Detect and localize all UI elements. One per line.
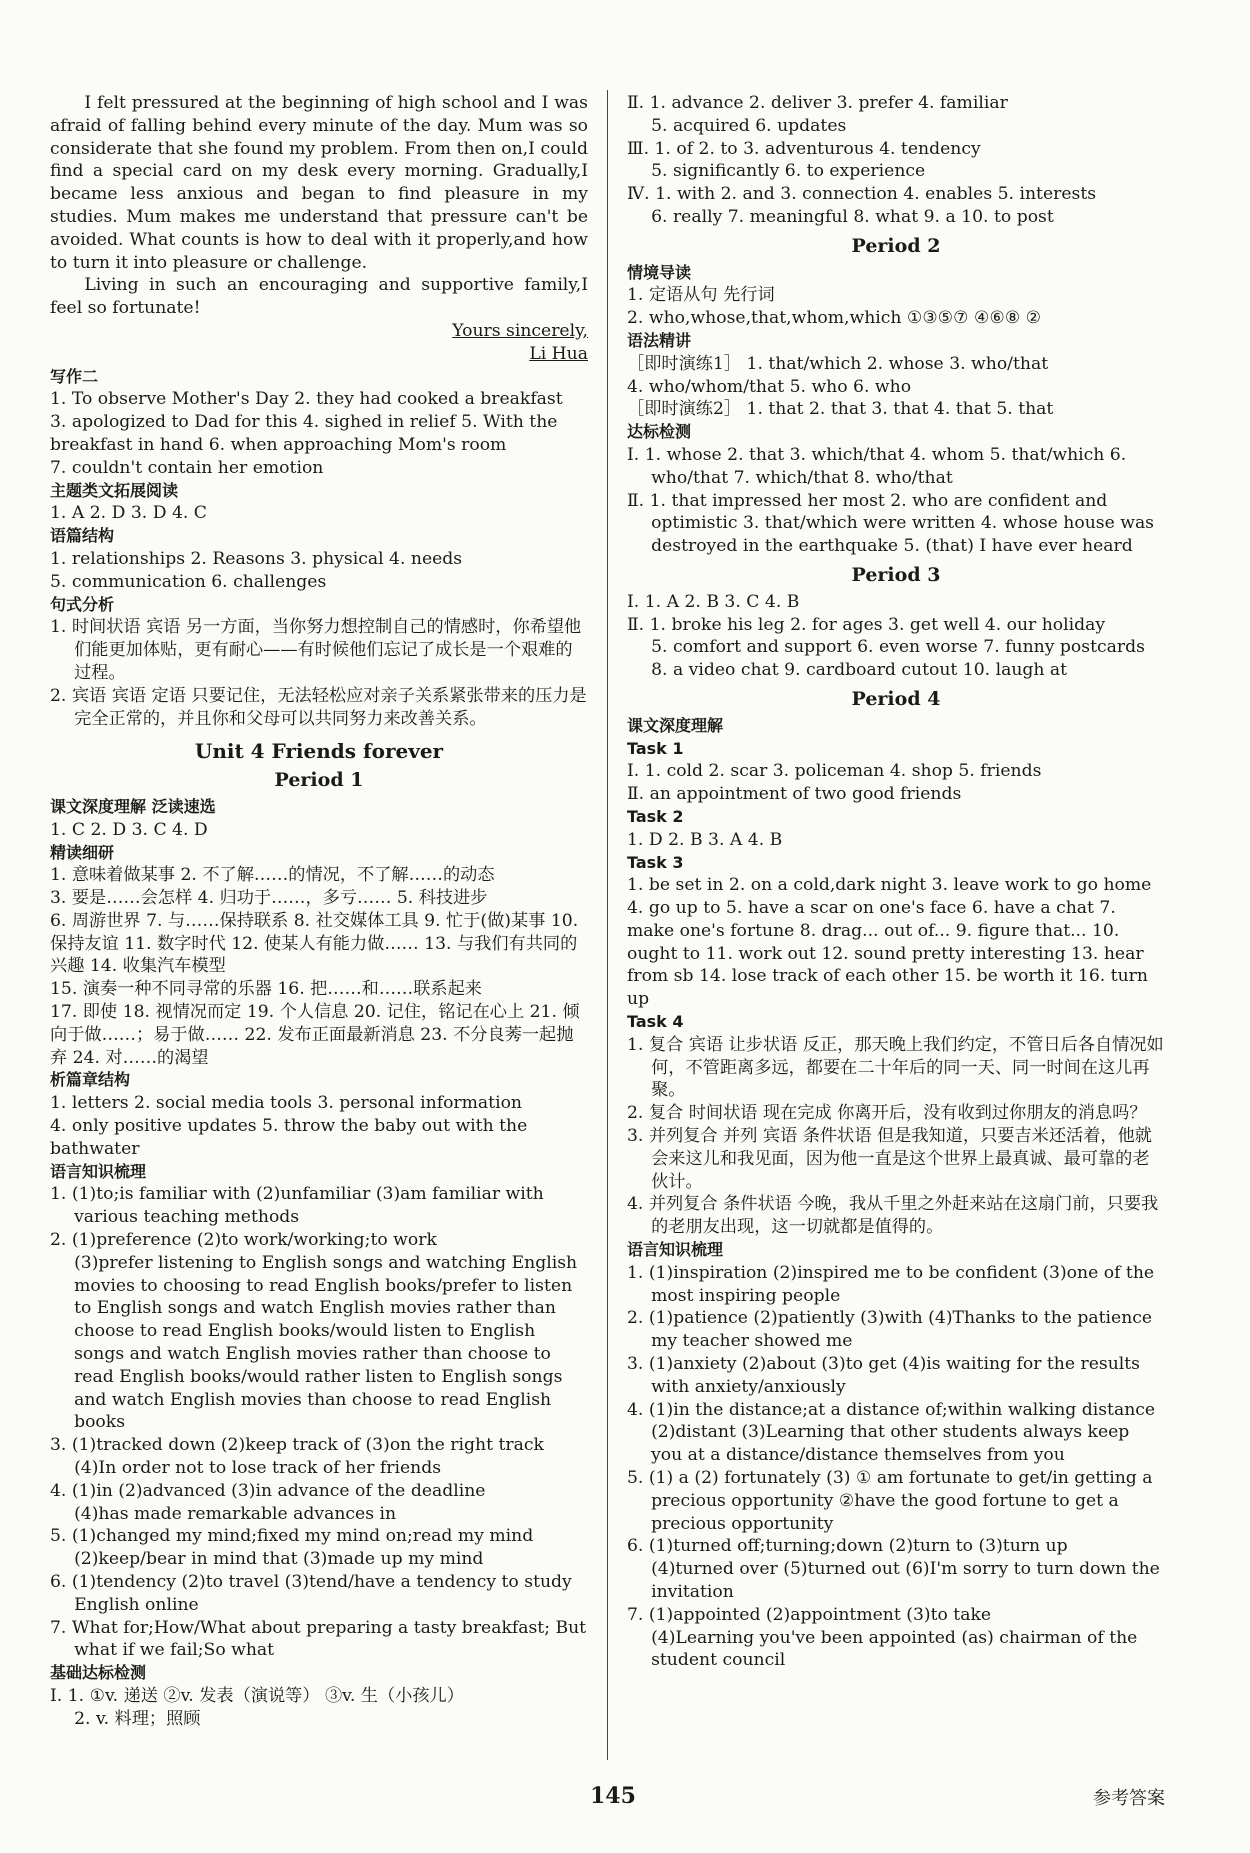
p3-line: 8. a video chat 9. cardboard cutout 10. laugh at: [651, 660, 1068, 681]
p4-section1-heading: 课文深度理解: [627, 715, 724, 735]
task4-item: 4. 并列复合 条件状语 今晚，我从千里之外赶来站在这扇门前，只要我的老朋友出现，这一切就都是值得的。: [627, 1194, 1159, 1238]
p1-section4-item: (4)has made remarkable advances in: [74, 1503, 397, 1524]
theme-heading: 主题类文拓展阅读: [50, 480, 179, 500]
p1-section5-heading: 基础达标检测: [50, 1663, 147, 1683]
top-line: 5. significantly 6. to experience: [651, 161, 926, 182]
structure-heading: 语篇结构: [50, 526, 115, 546]
p3-line: Ⅱ. 1. broke his leg 2. for ages 3. get well 4. our holiday: [627, 614, 1106, 635]
top-line: Ⅳ. 1. with 2. and 3. connection 4. enables 5. interests: [627, 184, 1097, 205]
top-line: Ⅲ. 1. of 2. to 3. adventurous 4. tendency: [627, 138, 981, 159]
letter-paragraph-2: Living in such an encouraging and supportive family,I feel so fortunate!: [50, 275, 588, 319]
p2-section1-line: 2. who,whose,that,whom,which ①③⑤⑦ ④⑥⑧ ②: [627, 308, 1042, 329]
task3-heading: Task 3: [627, 852, 684, 872]
sentence-item: 1. 时间状语 宾语 另一方面，当你努力想控制自己的情感时，你希望他们能更加体贴，更有耐心——有时候他们忘记了成长是一个艰难的过程。: [50, 617, 582, 683]
left-column: [50, 92, 588, 1731]
p2-section2-heading: 语法精讲: [627, 330, 692, 350]
unit-title: Unit 4 Friends forever: [194, 739, 444, 764]
p1-section2-line: 17. 即使 18. 视情况而定 19. 个人信息 20. 记住，铭记在心上 21. 倾向于做……；易于做…… 22. 发布正面最新消息 23. 不分良莠一起抛弃 24. 对……的渴望: [50, 1002, 580, 1068]
p4-section2-item: 5. (1) a (2) fortunately (3) ① am fortunate to get/in getting a precious opportunity ②have the good fortune to get a precious opportunity: [627, 1468, 1153, 1534]
writing2-heading: 写作二: [50, 366, 99, 386]
p1-section4-item: (3)prefer listening to English songs and watching English movies to choosing to read English books/prefer to listen to English songs and watch English movies rather than choose to read English books/would listen to English songs and watch English movies rather than choose to read English books/would rather listen to English songs and watch English movies than choose to read English books: [74, 1252, 578, 1433]
period1-title: Period 1: [274, 769, 364, 792]
p4-section2-item: 1. (1)inspiration (2)inspired me to be confident (3)one of the most inspiring people: [627, 1262, 1155, 1306]
p3-line: Ⅰ. 1. A 2. B 3. C 4. B: [627, 591, 800, 612]
page-number: 145: [590, 1783, 636, 1809]
p3-line: 5. comfort and support 6. even worse 7. funny postcards: [651, 637, 1145, 658]
theme-answers: 1. A 2. D 3. D 4. C: [50, 503, 207, 524]
letter-signature: Li Hua: [529, 343, 588, 364]
p2-section3-item: Ⅱ. 1. that impressed her most 2. who are confident and optimistic 3. that/which were written 4. whose house was destroyed in the earthquake 5. (that) I have ever heard: [627, 490, 1155, 557]
p1-section4-item: 3. (1)tracked down (2)keep track of (3)on the right track (4)In order not to lose track of her friends: [50, 1435, 544, 1479]
p1-section5-line: Ⅰ. 1. ①v. 递送 ②v. 发表（演说等） ③v. 生（小孩儿）: [50, 1685, 464, 1706]
p2-section2-line: ［即时演练1］ 1. that/which 2. whose 3. who/that: [627, 353, 1049, 374]
p1-section4-item: 1. (1)to;is familiar with (2)unfamiliar (3)am familiar with various teaching methods: [50, 1184, 544, 1228]
p4-section2-heading: 语言知识梳理: [627, 1240, 724, 1260]
structure-line: 5. communication 6. challenges: [50, 571, 327, 592]
p4-section2-item: 7. (1)appointed (2)appointment (3)to take: [627, 1604, 992, 1625]
p4-section2-item: (2)distant (3)Learning that other students always keep you at a distance/distance themselves from you: [651, 1422, 1130, 1466]
p4-section2-item: 2. (1)patience (2)patiently (3)with (4)Thanks to the patience my teacher showed me: [627, 1308, 1153, 1352]
task1-heading: Task 1: [627, 738, 684, 758]
task2-answers: 1. D 2. B 3. A 4. B: [627, 829, 783, 850]
p2-section1-heading: 情境导读: [627, 262, 692, 282]
p1-section2-line: 1. 意味着做某事 2. 不了解……的情况，不了解……的动态: [50, 865, 495, 886]
p4-section2-item: 4. (1)in the distance;at a distance of;within walking distance: [627, 1399, 1156, 1420]
p1-section1-answers: 1. C 2. D 3. C 4. D: [50, 819, 208, 840]
task4-item: 2. 复合 时间状语 现在完成 你离开后，没有收到过你朋友的消息吗？: [627, 1103, 1147, 1124]
task4-item: 3. 并列复合 并列 宾语 条件状语 但是我知道，只要吉米还活着，他就会来这儿和我见面，因为他一直是这个世界上最真诚、最可靠的老伙计。: [627, 1126, 1152, 1192]
column-divider: [607, 90, 608, 1760]
p1-section4-item: 2. (1)preference (2)to work/working;to work: [50, 1230, 437, 1251]
p1-section4-item: 7. What for;How/What about preparing a tasty breakfast; But what if we fail;So what: [50, 1617, 587, 1661]
p1-section5-line: 2. v. 料理；照顾: [74, 1708, 201, 1729]
p4-section2-item: (4)turned over (5)turned out (6)I'm sorry to turn down the invitation: [651, 1559, 1160, 1602]
p1-section2-line: 15. 演奏一种不同寻常的乐器 16. 把……和……联系起来: [50, 979, 482, 1000]
writing2-line: 1. To observe Mother's Day 2. they had cooked a breakfast: [50, 389, 563, 410]
letter-closing: Yours sincerely,: [452, 320, 588, 341]
p1-section1-heading: 课文深度理解 泛读速选: [50, 796, 216, 816]
p1-section3-line: 1. letters 2. social media tools 3. personal information: [50, 1093, 522, 1114]
p1-section2-line: 6. 周游世界 7. 与……保持联系 8. 社交媒体工具 9. 忙于(做)某事 10. 保持友谊 11. 数字时代 12. 使某人有能力做…… 13. 与我们有共同的兴趣 14. 收集汽车模型: [50, 910, 579, 977]
task3-text: 1. be set in 2. on a cold,dark night 3. leave work to go home 4. go up to 5. have a scar on one's face 6. have a chat 7. make one's fortune 8. drag... out of... 9. figure that... 10. ought to 11. work out 12. sound pretty interesting 13. hear from sb 14. lose track of each other 15. be worth it 16. turn up: [627, 875, 1152, 1010]
p1-section4-item: (2)keep/bear in mind that (3)made up my mind: [74, 1549, 484, 1570]
p1-section4-heading: 语言知识梳理: [50, 1161, 147, 1181]
p2-section1-line: 1. 定语从句 先行词: [627, 285, 775, 306]
p1-section3-heading: 析篇章结构: [50, 1070, 131, 1090]
p2-section2-line: ［即时演练2］ 1. that 2. that 3. that 4. that 5. that: [627, 399, 1054, 420]
p1-section2-line: 3. 要是……会怎样 4. 归功于……，多亏…… 5. 科技进步: [50, 888, 488, 909]
task1-line: Ⅱ. an appointment of two good friends: [627, 784, 962, 805]
p2-section3-heading: 达标检测: [627, 422, 692, 442]
period4-title: Period 4: [851, 687, 941, 710]
sentence-heading: 句式分析: [50, 594, 115, 614]
top-line: 6. really 7. meaningful 8. what 9. a 10. to post: [651, 206, 1054, 227]
period3-title: Period 3: [851, 563, 941, 586]
p1-section3-line: 4. only positive updates 5. throw the baby out with the bathwater: [50, 1116, 528, 1159]
writing2-line: 7. couldn't contain her emotion: [50, 457, 324, 478]
p4-section2-item: (4)Learning you've been appointed (as) chairman of the student council: [651, 1627, 1138, 1671]
task4-heading: Task 4: [627, 1012, 684, 1032]
letter-paragraph-1: I felt pressured at the beginning of high school and I was afraid of falling behind every minute of the day. Mum was so considerate that she found my problem. From then on,I could find a special card on my desk every morning. Gradually,I became less anxious and began to find pleasure in my studies. Mum makes me understand that pressure can't be avoided. What counts is how to deal with it properly,and how to turn it into pleasure or challenge.: [50, 93, 588, 273]
p1-section2-heading: 精读细研: [50, 842, 115, 862]
task4-item: 1. 复合 宾语 让步状语 反正，那天晚上我们约定，不管日后各自情况如何，不管距离多远，都要在二十年后的同一天、同一时间在这儿再聚。: [627, 1034, 1164, 1101]
p2-section2-line: 4. who/whom/that 5. who 6. who: [627, 376, 912, 397]
structure-line: 1. relationships 2. Reasons 3. physical 4. needs: [50, 548, 463, 569]
top-line: Ⅱ. 1. advance 2. deliver 3. prefer 4. familiar: [627, 93, 1008, 113]
p1-section4-item: 6. (1)tendency (2)to travel (3)tend/have a tendency to study English online: [50, 1572, 572, 1615]
period2-title: Period 2: [851, 234, 941, 257]
p4-section2-item: 3. (1)anxiety (2)about (3)to get (4)is waiting for the results with anxiety/anxiously: [627, 1354, 1140, 1397]
p2-section3-item: Ⅰ. 1. whose 2. that 3. which/that 4. whom 5. that/which 6. who/that 7. which/that 8. who/that: [627, 444, 1127, 488]
p1-section4-item: 4. (1)in (2)advanced (3)in advance of the deadline: [50, 1480, 486, 1501]
top-line: 5. acquired 6. updates: [651, 115, 847, 136]
p4-section2-item: 6. (1)turned off;turning;down (2)turn to (3)turn up: [627, 1536, 1068, 1557]
task2-heading: Task 2: [627, 806, 684, 826]
footer-label: 参考答案: [1093, 1788, 1165, 1809]
sentence-item: 2. 宾语 宾语 定语 只要记住，无法轻松应对亲子关系紧张带来的压力是完全正常的，并且你和父母可以共同努力来改善关系。: [50, 685, 587, 729]
task1-line: Ⅰ. 1. cold 2. scar 3. policeman 4. shop 5. friends: [627, 761, 1042, 782]
writing2-line: 3. apologized to Dad for this 4. sighed in relief 5. With the breakfast in hand 6. when approaching Mom's room: [50, 412, 558, 455]
right-column: [627, 92, 1165, 1672]
p1-section4-item: 5. (1)changed my mind;fixed my mind on;read my mind: [50, 1526, 534, 1547]
